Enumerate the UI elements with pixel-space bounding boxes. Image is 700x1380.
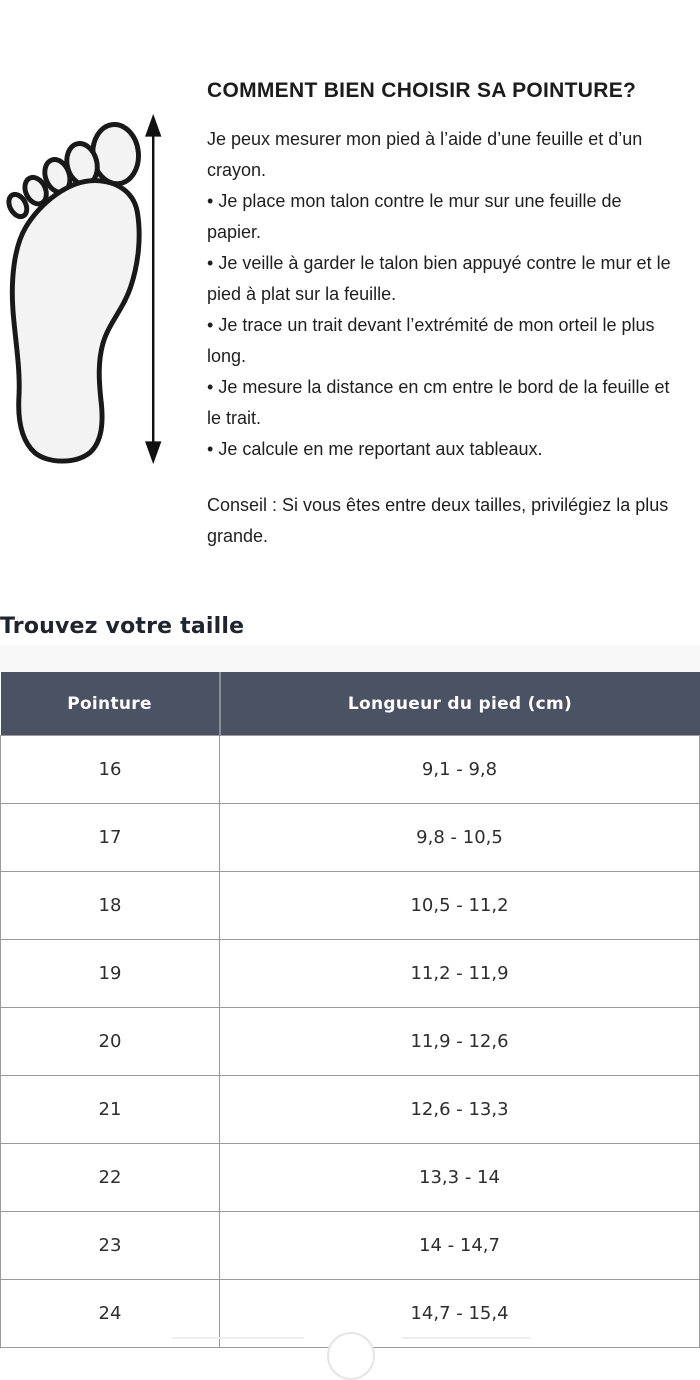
table-row [1, 1008, 700, 1076]
pointure-cell: 23 [1, 1212, 220, 1280]
measure-arrow-icon [147, 118, 160, 461]
measuring-instructions [207, 124, 679, 552]
bottom-divider-left [172, 1337, 304, 1339]
column-header-longueur: Longueur du pied (cm) [220, 672, 700, 736]
table-row [1, 1144, 700, 1212]
pointure-cell: 19 [1, 940, 220, 1008]
size-guide-title: COMMENT BIEN CHOISIR SA POINTURE? [207, 79, 637, 103]
size-table-section [0, 645, 700, 1348]
longueur-cell: 10,5 - 11,2 [220, 872, 700, 940]
longueur-cell: 14 - 14,7 [220, 1212, 700, 1280]
size-table [0, 672, 700, 1348]
instruction-bullet: • Je trace un trait devant l’extrémité de mon orteil le plus long. [207, 310, 679, 372]
size-table-header-row [1, 672, 700, 736]
longueur-cell: 12,6 - 13,3 [220, 1076, 700, 1144]
foot-outline-illustration [4, 113, 172, 465]
longueur-cell: 14,7 - 15,4 [220, 1280, 700, 1348]
table-row [1, 736, 700, 804]
table-row [1, 1212, 700, 1280]
foot-measurement-figure [4, 113, 172, 465]
pointure-cell: 24 [1, 1280, 220, 1348]
table-row [1, 940, 700, 1008]
instructions-conseil: Conseil : Si vous êtes entre deux tailles, privilégiez la plus grande. [207, 495, 669, 546]
instruction-list [207, 186, 679, 465]
pointure-cell: 22 [1, 1144, 220, 1212]
table-row [1, 872, 700, 940]
longueur-cell: 11,9 - 12,6 [220, 1008, 700, 1076]
instruction-bullet: • Je veille à garder le talon bien appuyé contre le mur et le pied à plat sur la feuille. [207, 248, 679, 310]
instruction-bullet: • Je mesure la distance en cm entre le bord de la feuille et le trait. [207, 372, 679, 434]
table-top-spacer [0, 645, 700, 672]
longueur-cell: 11,2 - 11,9 [220, 940, 700, 1008]
column-header-pointure: Pointure [1, 672, 220, 736]
instructions-intro: Je peux mesurer mon pied à l’aide d’une feuille et d’un crayon. [207, 129, 643, 180]
table-row [1, 804, 700, 872]
pointure-cell: 18 [1, 872, 220, 940]
longueur-cell: 9,8 - 10,5 [220, 804, 700, 872]
pointure-cell: 16 [1, 736, 220, 804]
pointure-cell: 17 [1, 804, 220, 872]
bottom-divider-right [402, 1337, 530, 1339]
pointure-cell: 20 [1, 1008, 220, 1076]
instruction-bullet: • Je place mon talon contre le mur sur une feuille de papier. [207, 186, 679, 248]
find-your-size-heading: Trouvez votre taille [0, 614, 245, 640]
longueur-cell: 13,3 - 14 [220, 1144, 700, 1212]
table-row [1, 1076, 700, 1144]
pointure-cell: 21 [1, 1076, 220, 1144]
partial-circle-element [327, 1332, 375, 1380]
longueur-cell: 9,1 - 9,8 [220, 736, 700, 804]
instruction-bullet: • Je calcule en me reportant aux tableaux. [207, 434, 679, 465]
